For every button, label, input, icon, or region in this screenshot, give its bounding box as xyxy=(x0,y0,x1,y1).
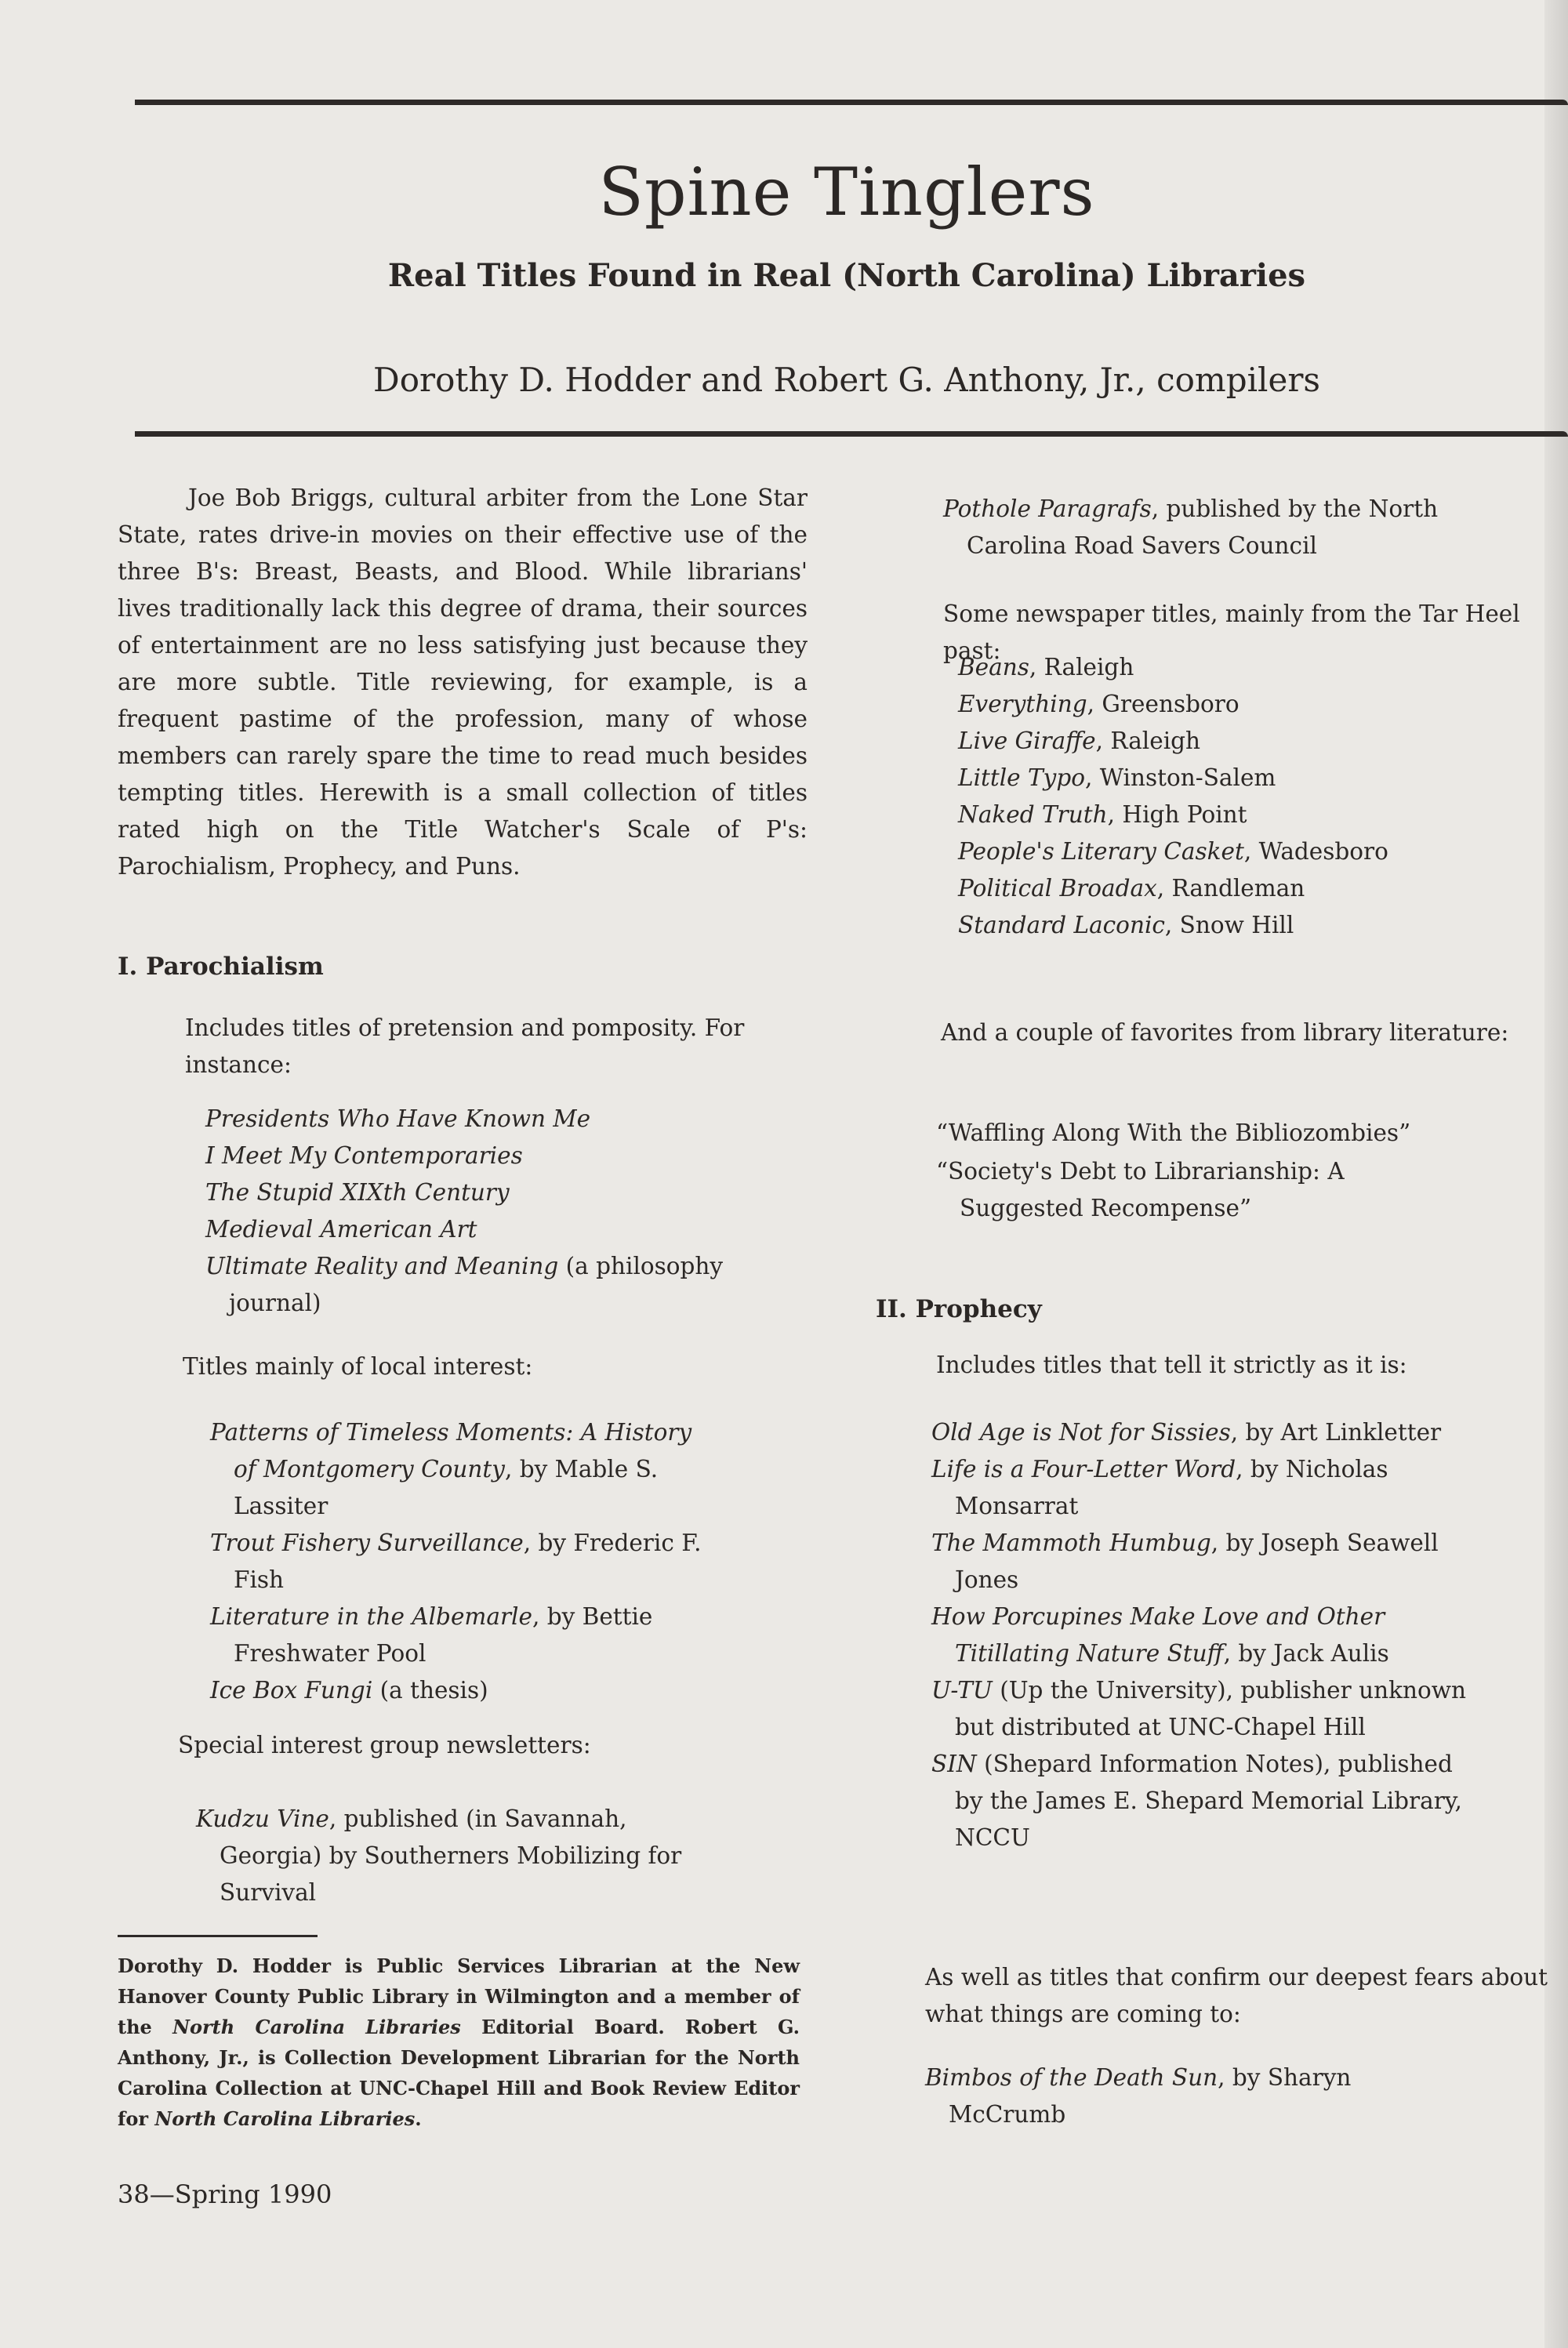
list-item: Political Broadax, Randleman xyxy=(958,875,1305,902)
list-item: Little Typo, Winston-Salem xyxy=(958,764,1276,791)
section-heading-prophecy: II. Prophecy xyxy=(876,1295,1042,1323)
pretension-titles-list xyxy=(205,1101,801,1322)
newspaper-intro: Some newspaper titles, mainly from the Tar Heel past: xyxy=(943,601,1520,664)
list-item: Naked Truth, High Point xyxy=(958,801,1247,828)
list-item: Ice Box Fungi (a thesis) xyxy=(210,1677,488,1704)
list-item: SIN (Shepard Information Notes), published by the James E. Shepard Memorial Library, NCCU xyxy=(931,1751,1462,1851)
newspaper-titles-list xyxy=(958,649,1554,944)
author-bio-footnote: Dorothy D. Hodder is Public Services Librarian at the New Hanover County Public Library in Wilmington and a member of the North Carolina Libraries Editorial Board. Robert G. Anthony, Jr., is Collection Development Librarian for the North Carolina Collection at UNC-Chapel Hill and Book Review Editor for North Carolina Libraries. xyxy=(118,1954,800,2130)
list-item: “Waffling Along With the Bibliozombies” xyxy=(936,1120,1411,1146)
list-item: I Meet My Contemporaries xyxy=(205,1142,523,1169)
header-bottom-rule xyxy=(135,431,1568,437)
prophecy-intro: Includes titles that tell it strictly as it is: xyxy=(936,1352,1407,1378)
library-literature-intro: And a couple of favorites from library literature: xyxy=(941,1019,1509,1046)
list-item: The Mammoth Humbug, by Joseph Seawell Jones xyxy=(931,1530,1439,1593)
fears-intro: As well as titles that confirm our deepest fears about what things are coming to: xyxy=(925,1964,1548,2027)
list-item: Literature in the Albemarle, by Bettie Freshwater Pool xyxy=(210,1603,653,1667)
list-item: Standard Laconic, Snow Hill xyxy=(958,912,1294,938)
list-item: Kudzu Vine, published (in Savannah, Georgia) by Southerners Mobilizing for Survival xyxy=(196,1805,682,1906)
list-item: People's Literary Casket, Wadesboro xyxy=(958,838,1388,865)
local-interest-intro: Titles mainly of local interest: xyxy=(183,1353,533,1380)
list-item: Presidents Who Have Known Me xyxy=(205,1105,591,1132)
newsletters-list xyxy=(196,1801,698,1911)
fears-titles-list xyxy=(925,2059,1427,2133)
list-item: U-TU (Up the University), publisher unknown but distributed at UNC-Chapel Hill xyxy=(931,1677,1466,1740)
top-rule xyxy=(135,100,1568,105)
footnote-rule xyxy=(118,1935,318,1937)
list-item: Everything, Greensboro xyxy=(958,691,1240,717)
list-item: Ultimate Reality and Meaning (a philosophy journal) xyxy=(205,1253,724,1316)
list-item: Beans, Raleigh xyxy=(958,654,1134,680)
list-item: “Society's Debt to Librarianship: A Suggested Recompense” xyxy=(936,1158,1345,1221)
article-title: Spine Tinglers xyxy=(598,154,1095,230)
list-item: Old Age is Not for Sissies, by Art Linkletter xyxy=(931,1419,1442,1446)
page-folio: 38—Spring 1990 xyxy=(118,2179,332,2209)
section-heading-parochialism: I. Parochialism xyxy=(118,953,324,981)
list-item: Trout Fishery Surveillance, by Frederic F. Fish xyxy=(210,1530,702,1593)
parochialism-intro: Includes titles of pretension and pomposity. For instance: xyxy=(185,1014,745,1078)
article-subtitle: Real Titles Found in Real (North Carolina) Libraries xyxy=(387,257,1306,294)
prophecy-titles-list xyxy=(931,1414,1480,1856)
list-item: How Porcupines Make Love and Other Titillating Nature Stuff, by Jack Aulis xyxy=(931,1603,1389,1667)
list-item: Patterns of Timeless Moments: A History of Montgomery County, by Mable S. Lassiter xyxy=(210,1419,692,1519)
list-item: Life is a Four-Letter Word, by Nicholas Monsarrat xyxy=(931,1456,1388,1519)
list-item: The Stupid XIXth Century xyxy=(205,1179,510,1206)
list-item: Pothole Paragrafs, published by the North Carolina Road Savers Council xyxy=(943,495,1439,559)
article-authors: Dorothy D. Hodder and Robert G. Anthony, Jr., compilers xyxy=(373,361,1320,399)
list-item: Bimbos of the Death Sun, by Sharyn McCrumb xyxy=(925,2064,1352,2128)
intro-paragraph: Joe Bob Briggs, cultural arbiter from the Lone Star State, rates drive-in movies on their effective use of the three B's: Breast, Beasts, and Blood. While librarians' lives traditionally lack this degree of drama, their sources of entertainment are no less satisfying just because they are more subtle. Title reviewing, for example, is a frequent pastime of the profession, many of whose members can rarely spare the time to read much besides tempting titles. Herewith is a small collection of titles rated high on the Title Watcher's Scale of P's: Parochialism, Prophecy, and Puns. xyxy=(118,484,808,880)
library-titles-list xyxy=(936,1115,1414,1227)
local-titles-list xyxy=(210,1414,712,1709)
newsletters-intro: Special interest group newsletters: xyxy=(178,1732,591,1758)
list-item: Live Giraffe, Raleigh xyxy=(958,728,1201,754)
pothole-entry xyxy=(943,491,1492,564)
list-item: Medieval American Art xyxy=(205,1216,477,1243)
